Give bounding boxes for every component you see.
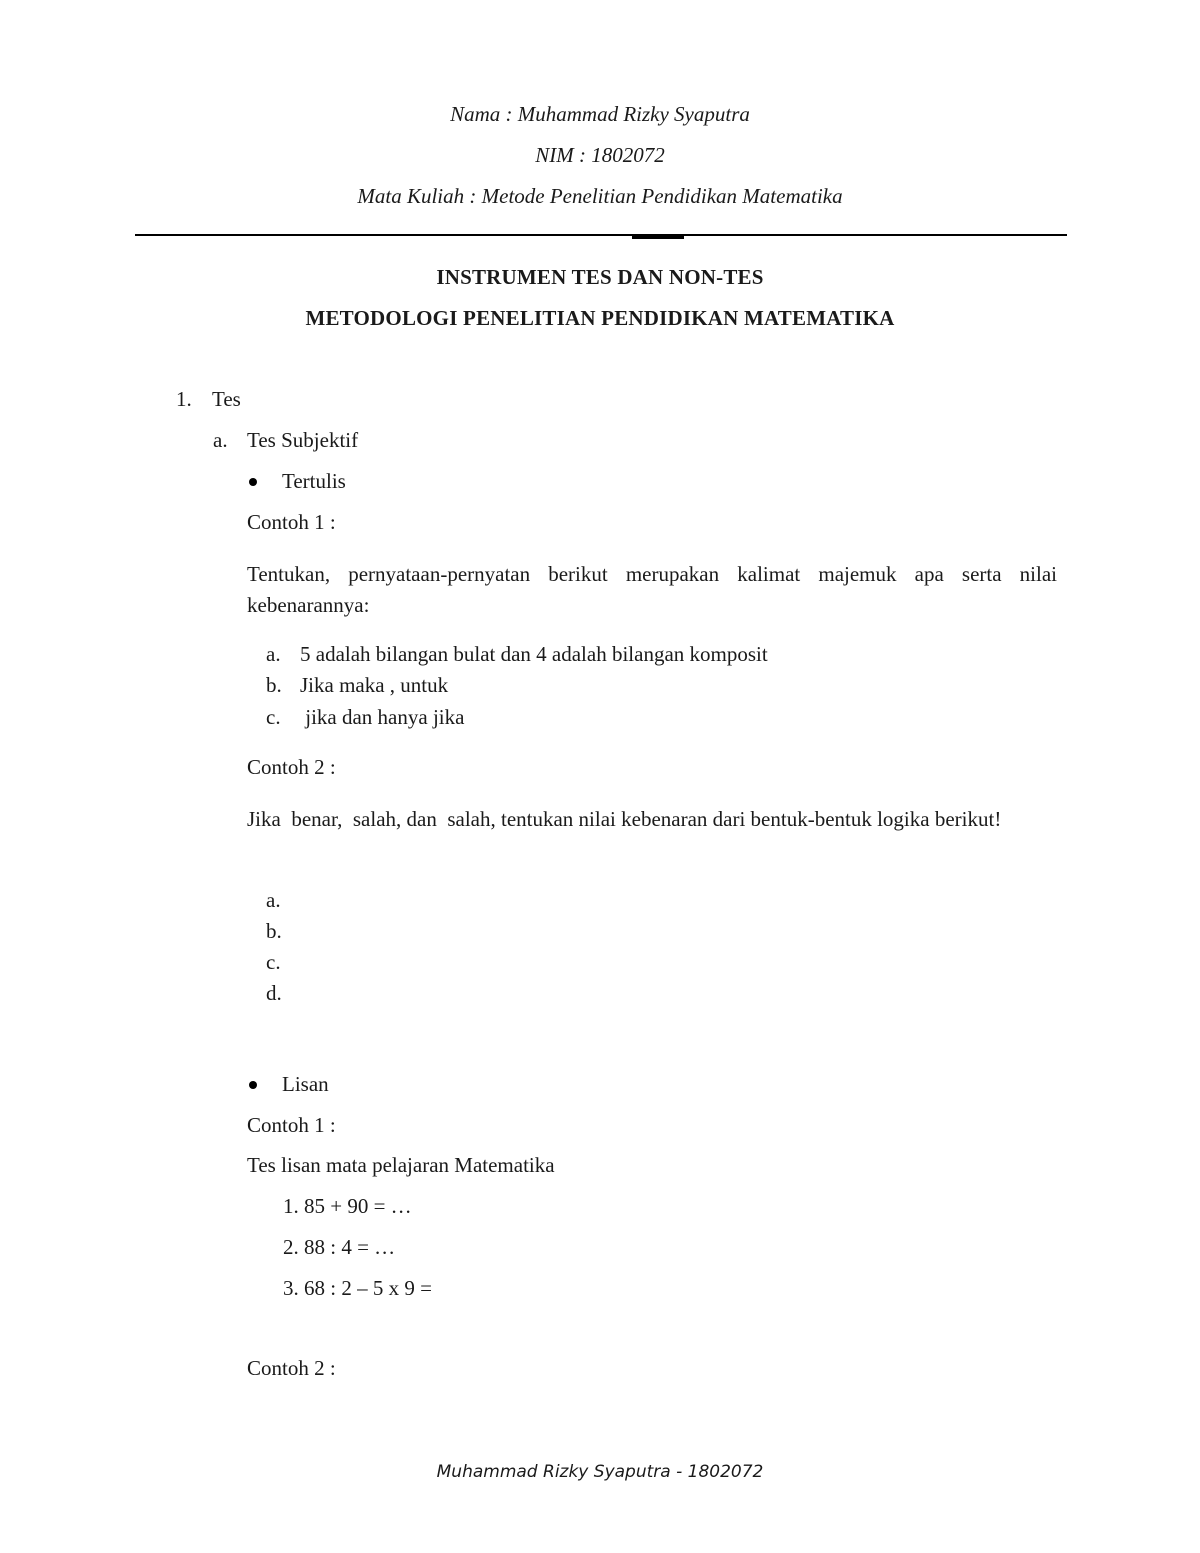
list-marker: c. (266, 705, 281, 729)
list-marker: b. (266, 919, 282, 943)
list-marker: b. (266, 673, 282, 697)
contoh1-heading: Contoh 1 : (247, 510, 336, 534)
contoh2-heading: Contoh 2 : (247, 755, 336, 779)
header-nama: Nama : Muhammad Rizky Syaputra (450, 102, 750, 126)
bullet-icon (249, 1081, 257, 1089)
lisan-contoh2-heading: Contoh 2 : (247, 1356, 336, 1380)
page-footer: Muhammad Rizky Syaputra - 1802072 (436, 1462, 764, 1482)
contoh2-instruction: Jika benar, salah, dan salah, tentukan nilai kebenaran dari bentuk-bentuk logika berikut! (247, 807, 1002, 831)
list-item: 2. 88 : 4 = … (283, 1235, 396, 1259)
list-item: jika dan hanya jika (300, 705, 465, 729)
header-divider-tick (632, 236, 684, 239)
header-mata-kuliah: Mata Kuliah : Metode Penelitian Pendidikan Matematika (357, 184, 843, 208)
list-item: Jika maka , untuk (300, 673, 449, 697)
section-number: 1. (176, 387, 192, 411)
header-nim: NIM : 1802072 (535, 143, 665, 167)
section-label: Tes (212, 387, 241, 411)
doc-title-line2: METODOLOGI PENELITIAN PENDIDIKAN MATEMATIKA (305, 306, 895, 330)
header-divider (135, 234, 1067, 236)
subsection-label: Tes Subjektif (247, 428, 359, 452)
contoh1-instruction: Tentukan, pernyataan-pernyatan berikut merupakan kalimat majemuk apa serta nilai kebenarannya: (247, 562, 1057, 617)
list-marker: a. (266, 888, 281, 912)
lisan-contoh1-heading: Contoh 1 : (247, 1113, 336, 1137)
bullet-icon (249, 478, 257, 486)
subsection-marker: a. (213, 428, 228, 452)
list-marker: d. (266, 981, 282, 1005)
doc-title-line1: INSTRUMEN TES DAN NON-TES (436, 265, 764, 289)
list-marker: c. (266, 950, 281, 974)
list-marker: a. (266, 642, 281, 666)
list-item: 3. 68 : 2 – 5 x 9 = (283, 1276, 432, 1300)
lisan-contoh1-intro: Tes lisan mata pelajaran Matematika (247, 1153, 555, 1177)
list-item: 5 adalah bilangan bulat dan 4 adalah bilangan komposit (300, 642, 768, 666)
tertulis-label: Tertulis (282, 469, 346, 493)
list-item: 1. 85 + 90 = … (283, 1194, 412, 1218)
lisan-label: Lisan (282, 1072, 329, 1096)
